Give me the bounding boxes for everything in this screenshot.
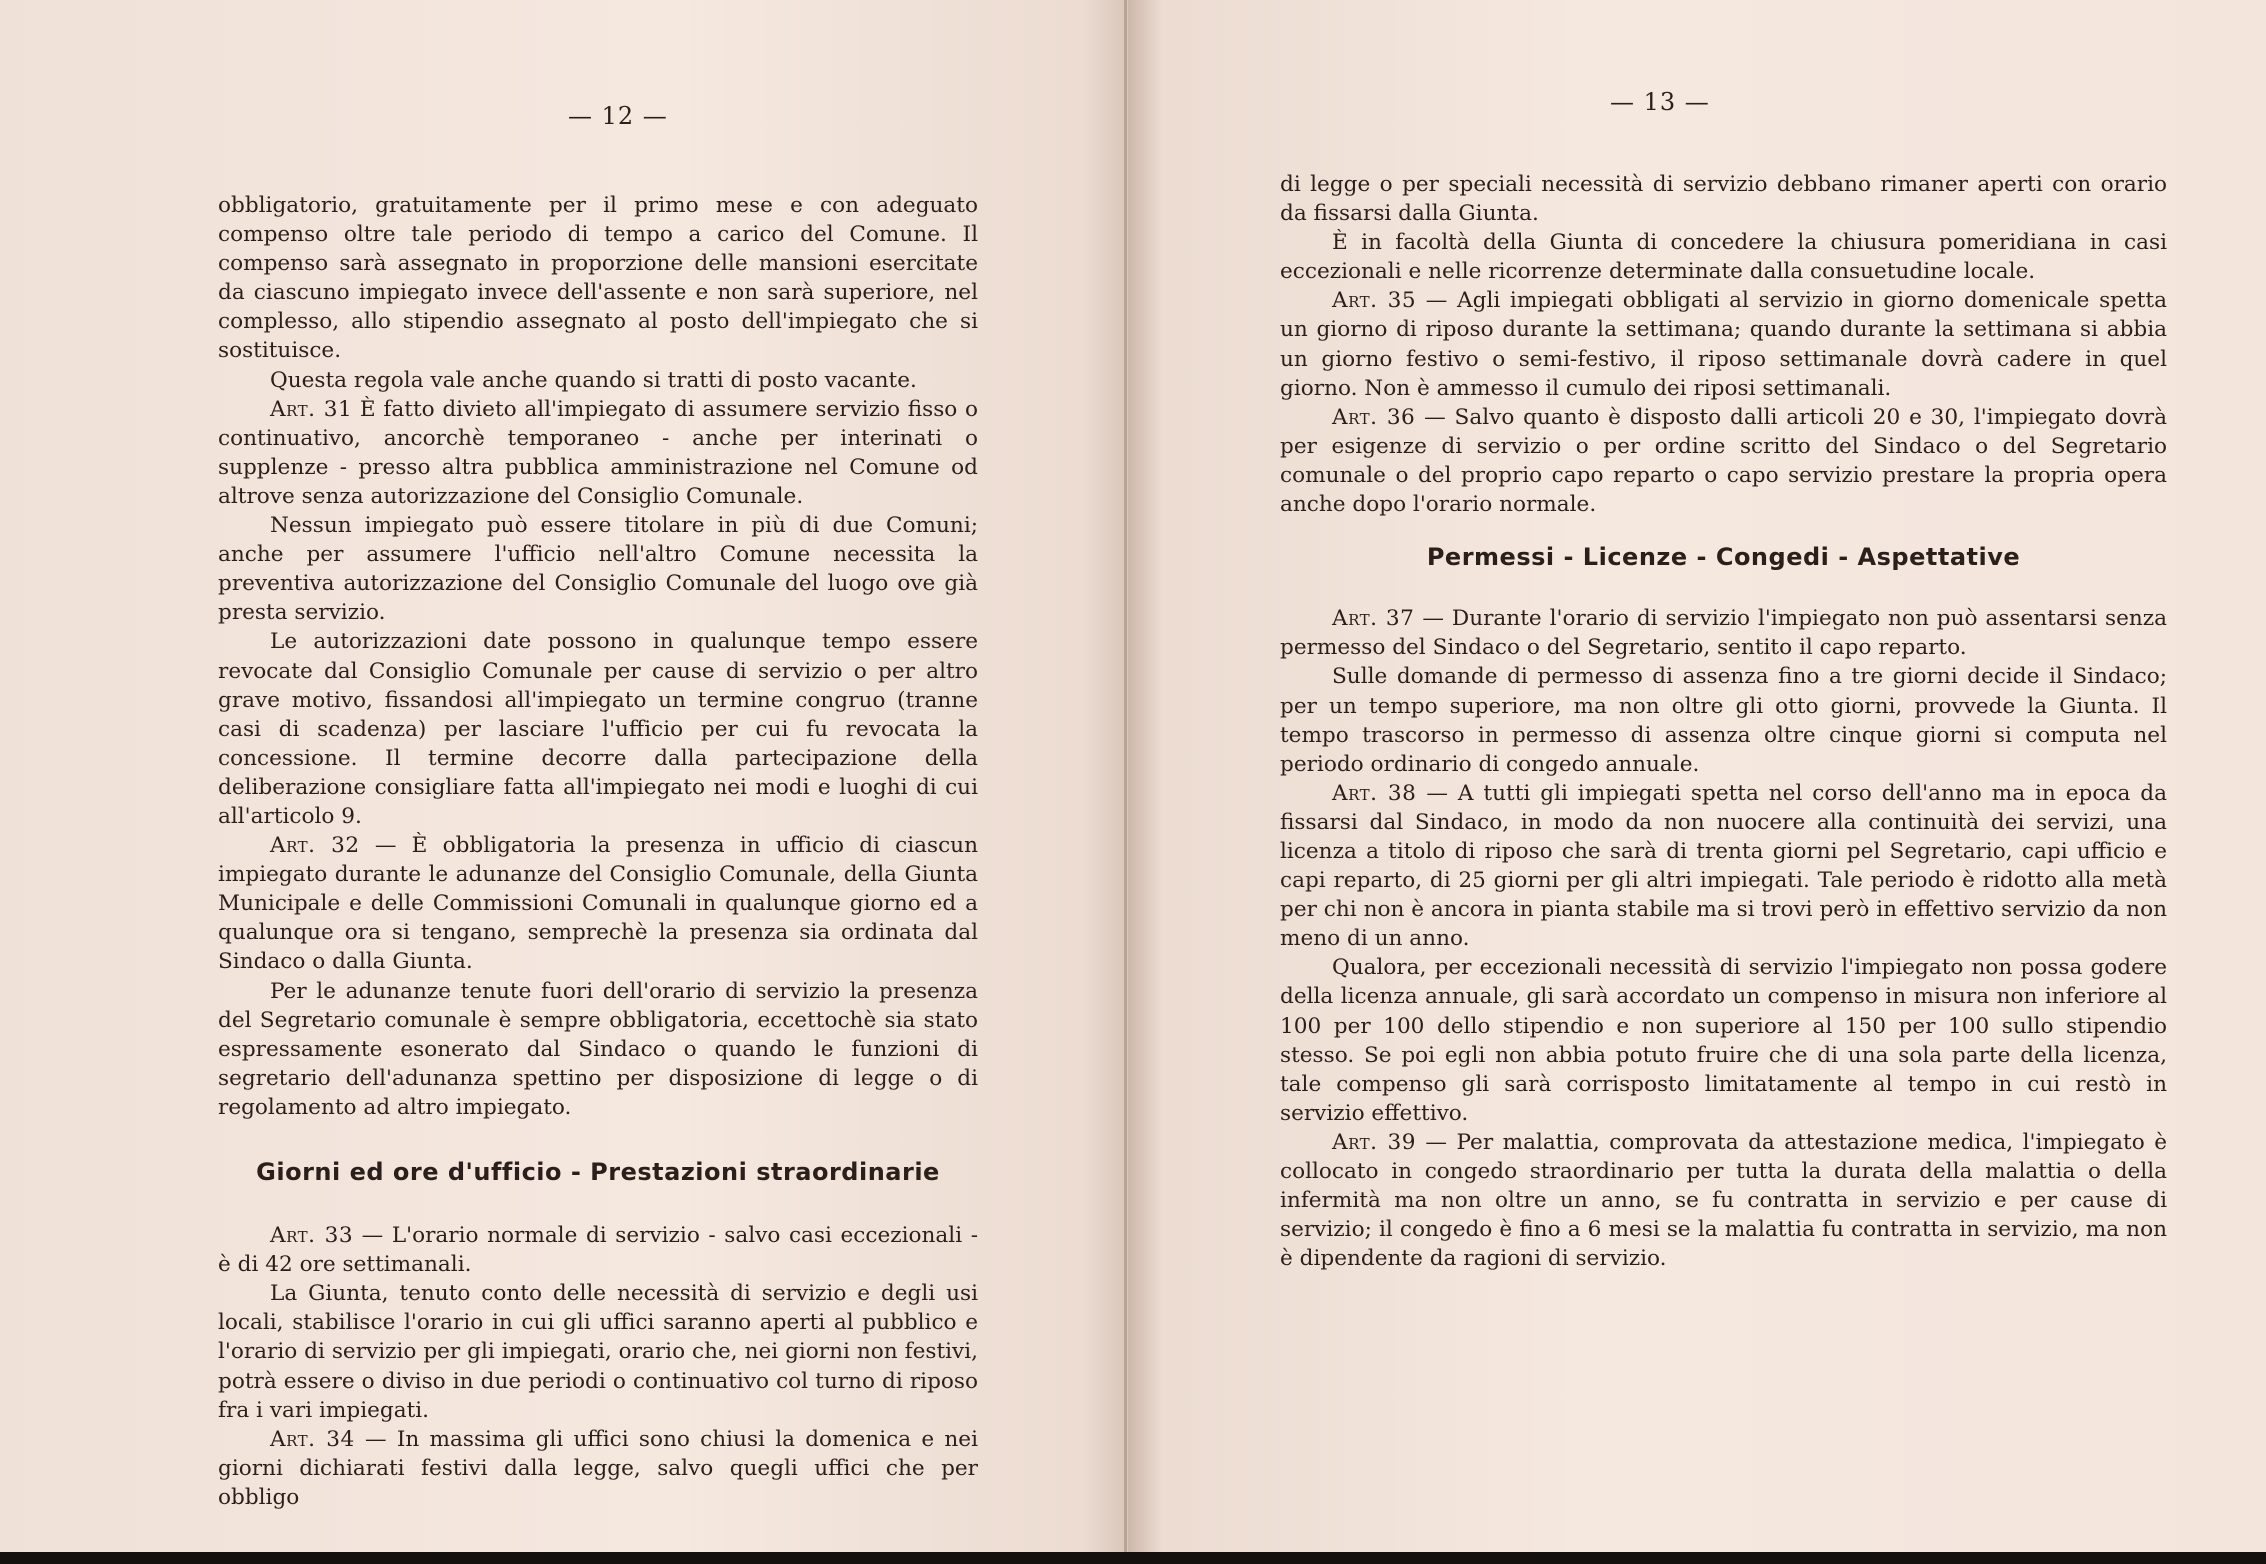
- article-31: [218, 395, 978, 511]
- paragraph: È in facoltà della Giunta di concedere la chiusura pomeridiana in casi eccezionali e nelle ricorrenze determinate dalla consuetudine locale.: [1280, 230, 2167, 285]
- article-text: — Agli impiegati obbligati al servizio in giorno domenicale spetta un giorno di riposo durante la settimana; quando durante la settimana si abbia un giorno festivo o semi-festivo, il riposo settimanale dovrà cadere in quel giorno. Non è ammesso il cumulo dei riposi settimanali.: [1280, 288, 2167, 401]
- paragraph: Nessun impiegato può essere titolare in più di due Comuni; anche per assumere l'ufficio nell'altro Comune necessita la preventiva autorizzazione del Consiglio Comunale del luogo ove già presta servizio.: [218, 513, 978, 626]
- article-text: — Durante l'orario di servizio l'impiegato non può assentarsi senza permesso del Sindaco o del Segretario, sentito il capo reparto.: [1280, 606, 2168, 661]
- article-label: Art. 33: [270, 1223, 354, 1249]
- article-text: — A tutti gli impiegati spetta nel corso dell'anno ma in epoca da fissarsi dal Sindaco, in modo da non nuocere alla continuità dei servizi, una licenza a titolo di riposo che sarà di trenta giorni pel Segretario, capi ufficio e capi reparto, di 25 giorni per gli altri impiegati. Tale periodo è ridotto alla metà per chi non è ancora in pianta stabile ma si trovi però in effettivo servizio da non meno di un anno.: [1280, 780, 2167, 952]
- article-38: [1280, 779, 2167, 954]
- article-text: — L'orario normale di servizio - salvo casi eccezionali - è di 42 ore settimanali.: [218, 1223, 978, 1278]
- text-column: [1280, 170, 2167, 1273]
- article-34: [218, 1425, 978, 1512]
- article-35: [1280, 286, 2167, 402]
- article-label: Art. 36: [1332, 404, 1416, 430]
- text-column: [218, 191, 978, 1512]
- article-33: [218, 1221, 978, 1279]
- article-text: È fatto divieto all'impiegato di assumere servizio fisso o continuativo, ancorchè temporaneo - anche per interinati o supplenze - presso altra pubblica amministrazione nel Comune od altrove senza autorizzazione del Consiglio Comunale.: [218, 396, 978, 509]
- article-text: — In massima gli uffici sono chiusi la domenica e nei giorni dichiarati festivi dalla legge, salvo quegli uffici che per obbligo: [218, 1426, 978, 1510]
- article-text: — Salvo quanto è disposto dalli articoli 20 e 30, l'impiegato dovrà per esigenze di servizio o per ordine scritto del Sindaco o del Segretario comunale o del proprio capo reparto o capo servizio prestare la propria opera anche dopo l'orario normale.: [1280, 404, 2168, 518]
- article-text: — Per malattia, comprovata da attestazione medica, l'impiegato è collocato in congedo straordinario per tutta la durata della malattia o della infermità ma non oltre un anno, se fu contratta in servizio e per cause di servizio; il congedo è fino a 6 mesi se la malattia fu contratta in servizio, ma non è dipendente da ragioni di servizio.: [1280, 1129, 2167, 1272]
- article-label: Art. 35: [1332, 288, 1417, 314]
- paragraph: Le autorizzazioni date possono in qualunque tempo essere revocate dal Consiglio Comunale per cause di servizio o per altro grave motivo, fissandosi all'impiegato un termine congruo (tranne casi di scadenza) per lasciare l'ufficio per cui fu revocata la concessione. Il termine decorre dalla partecipazione della deliberazione consigliare fatta all'impiegato nei modi e luoghi di cui all'articolo 9.: [218, 629, 978, 829]
- paragraph: Sulle domande di permesso di assenza fino a tre giorni decide il Sindaco; per un tempo superiore, ma non oltre gli otto giorni, provvede la Giunta. Il tempo trascorso in permesso di assenza oltre cinque giorni si computa nel periodo ordinario di congedo annuale.: [1280, 664, 2167, 777]
- article-37: [1280, 604, 2167, 662]
- paragraph: Per le adunanze tenute fuori dell'orario di servizio la presenza del Segretario comunale è sempre obbligatoria, eccettochè sia stato espressamente esonerato dal Sindaco o quando le funzioni di segretario dell'adunanza spettino per disposizione di legge o di regolamento ad altro impiegato.: [218, 978, 978, 1120]
- paragraph: Questa regola vale anche quando si tratti di posto vacante.: [270, 367, 917, 393]
- page-number: — 12 —: [568, 102, 668, 130]
- article-label: Art. 37: [1332, 606, 1415, 632]
- section-heading: Permessi - Licenze - Congedi - Aspettative: [1426, 543, 2021, 572]
- right-page: [1128, 0, 2266, 1552]
- left-page: [0, 0, 1128, 1552]
- article-text: — È obbligatoria la presenza in ufficio di ciascun impiegato durante le adunanze del Consiglio Comunale, della Giunta Municipale e delle Commissioni Comunali in qualunque giorno ed a qualunque ora si tengano, semprechè la presenza sia ordinata dal Sindaco o dalla Giunta.: [218, 833, 978, 975]
- article-32: [218, 831, 978, 976]
- article-label: Art. 31: [270, 396, 353, 422]
- paragraph: Qualora, per eccezionali necessità di servizio l'impiegato non possa godere della licenza annuale, gli sarà accordato un compenso in misura non inferiore al 100 per 100 dello stipendio e non superiore al 150 per 100 sullo stipendio stesso. Se poi egli non abbia potuto fruire che di una sola parte della licenza, tale compenso gli sarà corrisposto limitatamente al tempo in cui restò in servizio effettivo.: [1280, 955, 2167, 1126]
- article-39: [1280, 1128, 2167, 1273]
- article-label: Art. 32: [270, 833, 360, 859]
- book-gutter: [1124, 0, 1127, 1552]
- article-label: Art. 34: [270, 1426, 355, 1452]
- scan-bottom-edge: [0, 1552, 2266, 1564]
- article-36: [1280, 403, 2167, 519]
- paragraph: di legge o per speciali necessità di servizio debbano rimaner aperti con orario da fissarsi dalla Giunta.: [1280, 172, 2167, 227]
- paragraph: obbligatorio, gratuitamente per il primo mese e con adeguato compenso oltre tale periodo di tempo a carico del Comune. Il compenso sarà assegnato in proporzione delle mansioni esercitate da ciascuno impiegato invece dell'assente e non sarà superiore, nel complesso, allo stipendio assegnato al posto dell'impiegato che si sostituisce.: [218, 193, 978, 364]
- article-label: Art. 38: [1332, 780, 1417, 806]
- page-number: — 13 —: [1610, 88, 1710, 116]
- section-heading: Giorni ed ore d'ufficio - Prestazioni straordinarie: [256, 1158, 940, 1186]
- paragraph: La Giunta, tenuto conto delle necessità di servizio e degli usi locali, stabilisce l'orario in cui gli uffici saranno aperti al pubblico e l'orario di servizio per gli impiegati, orario che, nei giorni non festivi, potrà essere o diviso in due periodi o continuativo col turno di riposo fra i vari impiegati.: [218, 1281, 978, 1423]
- article-label: Art. 39: [1332, 1129, 1416, 1155]
